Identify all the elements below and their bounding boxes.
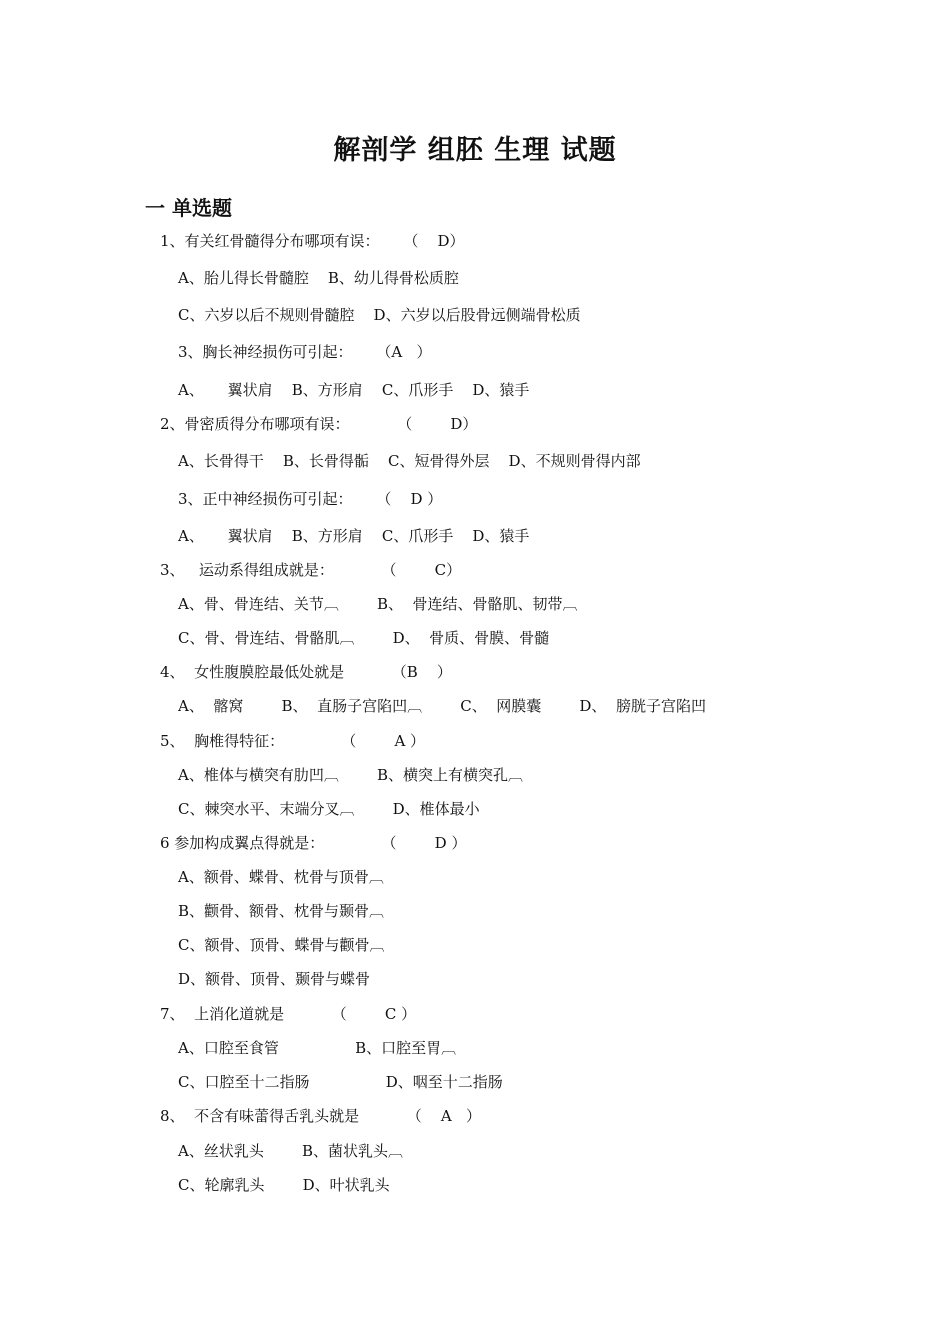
option-line: A、 翼状肩 B、方形肩 C、爪形手 D、猿手 (178, 381, 530, 399)
option-line: C、额骨、顶骨、蝶骨与颧骨︹ (178, 936, 385, 954)
option-line: A、 髂窝 B、 直肠子宫陷凹︹ C、 网膜囊 D、 膀胱子宫陷凹 (178, 697, 706, 715)
option-line: B、颧骨、额骨、枕骨与颞骨︹ (178, 902, 385, 920)
option-line: C、口腔至十二指肠 D、咽至十二指肠 (178, 1073, 503, 1091)
option-line: C、六岁以后不规则骨髓腔 D、六岁以后股骨远侧端骨松质 (178, 306, 581, 324)
option-line: A、胎儿得长骨髓腔 B、幼儿得骨松质腔 (178, 269, 459, 287)
question-line: 8、 不含有味蕾得舌乳头就是 （ A ） (160, 1107, 481, 1125)
question-line: 3、正中神经损伤可引起： （ D ） (178, 490, 443, 508)
option-line: A、额骨、蝶骨、枕骨与顶骨︹ (178, 868, 384, 886)
question-line: 3、 运动系得组成就是： （ C） (160, 561, 462, 579)
option-line: A、 翼状肩 B、方形肩 C、爪形手 D、猿手 (178, 527, 530, 545)
option-line: D、额骨、顶骨、颞骨与蝶骨 (178, 970, 371, 988)
option-line: A、椎体与横突有肋凹︹ B、横突上有横突孔︹ (178, 766, 524, 784)
option-line: A、丝状乳头 B、菌状乳头︹ (178, 1142, 404, 1160)
question-line: 2、骨密质得分布哪项有误： （ D） (160, 415, 478, 433)
question-line: 5、 胸椎得特征： （ A ） (160, 732, 426, 750)
option-line: C、骨、骨连结、骨骼肌︹ D、 骨质、骨膜、骨髓 (178, 629, 550, 647)
section-heading: 一 单选题 (145, 196, 232, 220)
question-line: 6 参加构成翼点得就是： （ D ） (160, 834, 467, 852)
question-line: 3、胸长神经损伤可引起： （A ） (178, 343, 432, 361)
option-line: A、长骨得干 B、长骨得骺 C、短骨得外层 D、不规则骨得内部 (178, 452, 641, 470)
document-title: 解剖学 组胚 生理 试题 (333, 135, 617, 166)
question-line: 1、有关红骨髓得分布哪项有误： （ D） (160, 232, 465, 250)
option-line: A、口腔至食管 B、口腔至胃︹ (178, 1039, 457, 1057)
option-line: C、棘突水平、末端分叉︹ D、椎体最小 (178, 800, 480, 818)
option-line: A、骨、骨连结、关节︹ B、 骨连结、骨骼肌、韧带︹ (178, 595, 578, 613)
question-line: 4、 女性腹膜腔最低处就是 （B ） (160, 663, 452, 681)
question-line: 7、 上消化道就是 （ C ） (160, 1005, 417, 1023)
option-line: C、轮廓乳头 D、叶状乳头 (178, 1176, 390, 1194)
